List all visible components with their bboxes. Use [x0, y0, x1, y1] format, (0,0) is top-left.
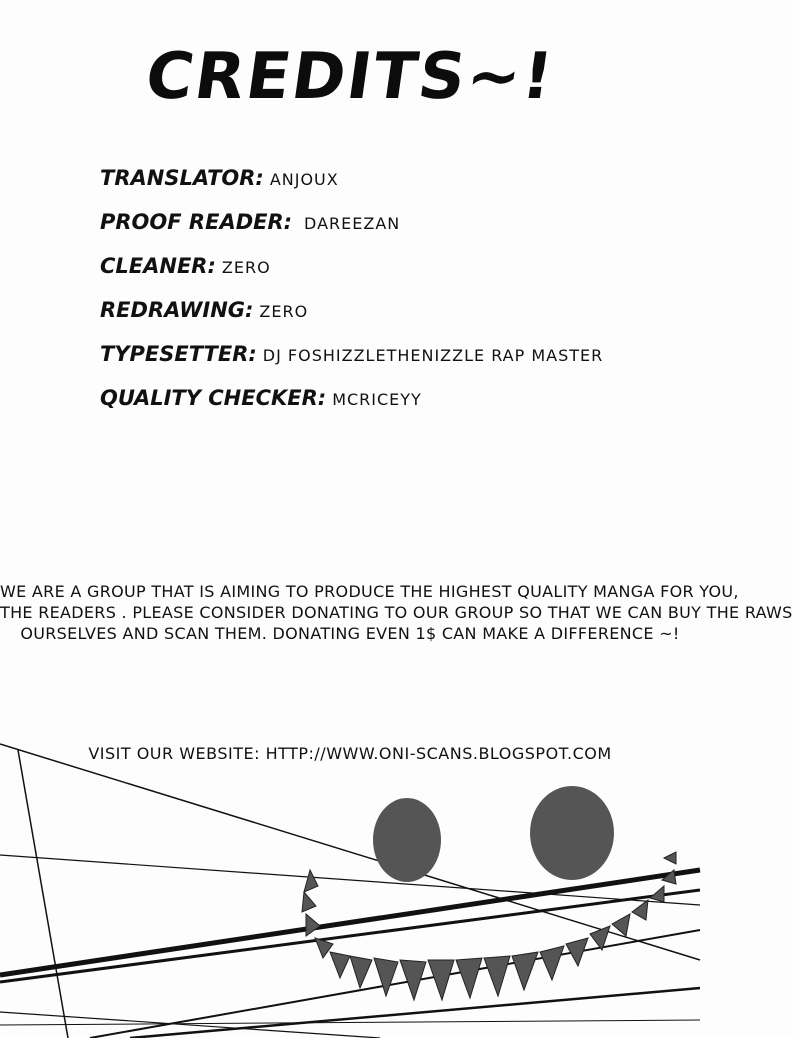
- credit-name: MCRICEYY: [332, 390, 422, 409]
- appeal-line: THE READERS . PLEASE CONSIDER DONATING TO OUR GROUP SO THAT WE CAN BUY THE RAWS: [0, 603, 793, 622]
- credit-row-proof-reader: [100, 210, 603, 254]
- credit-name: ZERO: [221, 258, 271, 277]
- credit-name: DAREEZAN: [304, 214, 401, 233]
- credit-role: REDRAWING:: [100, 298, 254, 322]
- line-scribbles: [0, 744, 700, 1038]
- credit-name: DJ FOSHIZZLETHENIZZLE RAP MASTER: [262, 346, 604, 365]
- right-eye-icon: [530, 786, 614, 880]
- grin-teeth-icon: [302, 852, 676, 1000]
- left-eye-icon: [373, 798, 441, 882]
- credit-row-redrawing: [100, 298, 603, 342]
- credit-role: QUALITY CHECKER:: [100, 386, 327, 410]
- appeal-line: OURSELVES AND SCAN THEM. DONATING EVEN 1$ CAN MAKE A DIFFERENCE ~!: [20, 624, 680, 643]
- credit-role: TRANSLATOR:: [100, 166, 264, 190]
- credit-row-quality-checker: [100, 386, 603, 430]
- credit-row-cleaner: [100, 254, 603, 298]
- credit-role: TYPESETTER:: [100, 342, 257, 366]
- donation-appeal: [0, 581, 793, 644]
- credit-row-typesetter: [100, 342, 603, 386]
- credit-name: ZERO: [259, 302, 309, 321]
- page-title: CREDITS~!: [141, 40, 559, 114]
- credit-name: ANJOUX: [269, 170, 339, 189]
- grinning-face-illustration: [0, 720, 700, 1038]
- appeal-line: WE ARE A GROUP THAT IS AIMING TO PRODUCE THE HIGHEST QUALITY MANGA FOR YOU,: [0, 582, 739, 601]
- credits-list: [100, 166, 603, 430]
- website-link[interactable]: VISIT OUR WEBSITE: HTTP://WWW.ONI-SCANS.BLOGSPOT.COM: [88, 744, 612, 763]
- credit-role: CLEANER:: [100, 254, 216, 278]
- credit-role: PROOF READER:: [100, 210, 293, 234]
- credit-row-translator: [100, 166, 603, 210]
